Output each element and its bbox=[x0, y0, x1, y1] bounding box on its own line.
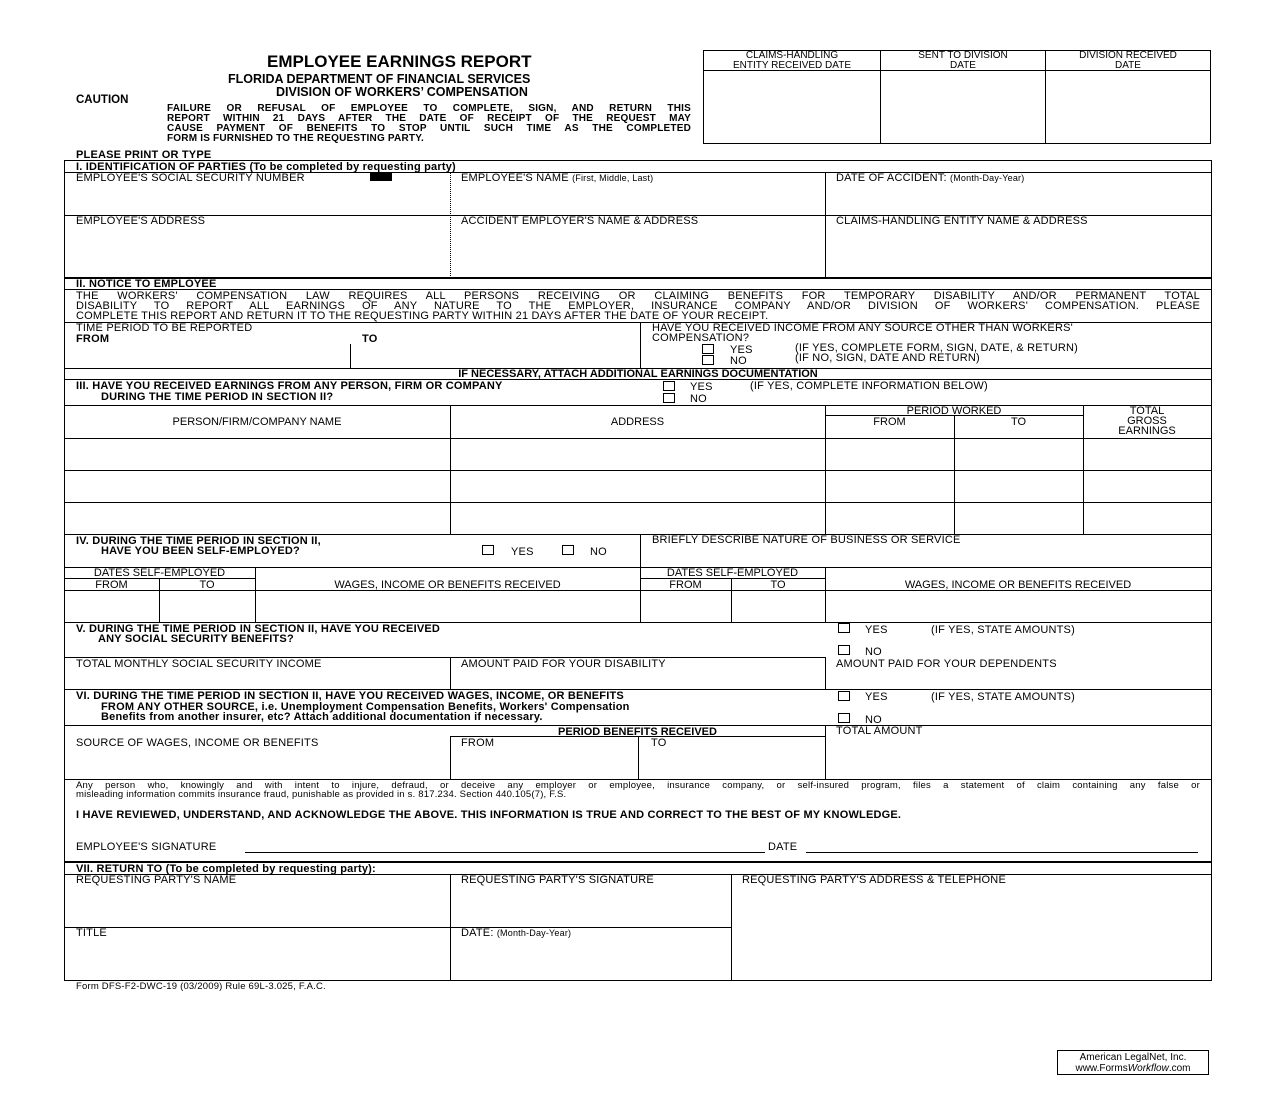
business-nature-label: BRIEFLY DESCRIBE NATURE OF BUSINESS OR SERVICE bbox=[652, 534, 961, 546]
section-4-question: HAVE YOU BEEN SELF-EMPLOYED? bbox=[101, 545, 300, 557]
requesting-name-field[interactable] bbox=[65, 887, 449, 926]
claims-entity-label: CLAIMS-HANDLING ENTITY NAME & ADDRESS bbox=[836, 215, 1088, 227]
total-amount-label: TOTAL AMOUNT bbox=[836, 725, 923, 737]
requesting-address-field[interactable] bbox=[733, 887, 1211, 979]
business-nature-field[interactable] bbox=[642, 547, 1211, 566]
publisher-name: American LegalNet, Inc. bbox=[1079, 1052, 1187, 1063]
no-label: NO bbox=[590, 546, 607, 558]
employee-name-label: EMPLOYEE'S NAME (First, Middle, Last) bbox=[461, 172, 654, 184]
requesting-date-field[interactable] bbox=[452, 940, 730, 979]
requesting-signature-label: REQUESTING PARTY'S SIGNATURE bbox=[461, 874, 654, 886]
claims-entity-field[interactable] bbox=[827, 228, 1211, 277]
col-header-name: PERSON/FIRM/COMPANY NAME bbox=[172, 416, 342, 428]
yes-instruction: (IF YES, STATE AMOUNTS) bbox=[931, 691, 1075, 703]
requesting-signature-field[interactable] bbox=[452, 887, 730, 926]
section-5-question: V. DURING THE TIME PERIOD IN SECTION II, HAVE YOU RECEIVED bbox=[76, 623, 441, 635]
section-6-question: FROM ANY OTHER SOURCE, i.e. Unemployment Compensation Benefits, Workers' Compensation bbox=[101, 701, 630, 713]
to-label: TO bbox=[770, 579, 786, 591]
publisher-url: www.FormsWorkflow.com bbox=[1075, 1063, 1191, 1074]
rule bbox=[825, 172, 826, 278]
wages-label: WAGES, INCOME OR BENEFITS RECEIVED bbox=[904, 579, 1132, 591]
col-header-to: TO bbox=[1010, 416, 1027, 428]
employer-field[interactable] bbox=[452, 228, 824, 277]
ssn-label: EMPLOYEE'S SOCIAL SECURITY NUMBER bbox=[76, 172, 305, 184]
period-to-field[interactable] bbox=[352, 345, 638, 367]
signature-date-line[interactable] bbox=[806, 852, 1198, 853]
rule bbox=[450, 172, 451, 278]
employee-address-label: EMPLOYEE'S ADDRESS bbox=[76, 215, 206, 227]
col-header-period: PERIOD WORKED bbox=[906, 405, 1002, 417]
caution-label: CAUTION bbox=[76, 94, 129, 106]
warning-line: FAILURE OR REFUSAL OF EMPLOYEE TO COMPLETE, SIGN, AND RETURN THIS bbox=[167, 103, 691, 114]
yes-label: YES bbox=[730, 344, 753, 356]
col-header-address: ADDRESS bbox=[610, 416, 665, 428]
warning-line: FORM IS FURNISHED TO THE REQUESTING PARTY. bbox=[167, 133, 424, 144]
ssn-redaction bbox=[370, 173, 392, 181]
accident-date-label: DATE OF ACCIDENT: (Month-Day-Year) bbox=[836, 172, 1025, 184]
dates-self-employed-label: DATES SELF-EMPLOYED bbox=[93, 567, 226, 579]
rule bbox=[640, 578, 825, 579]
other-benefits-yes-checkbox[interactable] bbox=[838, 691, 850, 701]
yes-label: YES bbox=[690, 381, 713, 393]
source-label: SOURCE OF WAGES, INCOME OR BENEFITS bbox=[76, 737, 319, 749]
dependents-amount-field[interactable] bbox=[827, 671, 1211, 688]
period-to-label: TO bbox=[362, 333, 378, 345]
other-income-question: HAVE YOU RECEIVED INCOME FROM ANY SOURCE OTHER THAN WORKERS' bbox=[652, 322, 1073, 334]
warning-line: REPORT WITHIN 21 DAYS AFTER THE DATE OF RECEIPT OF THE REQUEST MAY bbox=[167, 113, 691, 124]
col-header-from: FROM bbox=[873, 416, 906, 428]
rule bbox=[450, 736, 451, 779]
rule bbox=[350, 344, 351, 368]
no-instruction: (IF NO, SIGN, DATE AND RETURN) bbox=[795, 352, 980, 364]
other-income-yes-checkbox[interactable] bbox=[702, 344, 714, 354]
form-id: Form DFS-F2-DWC-19 (03/2009) Rule 69L-3.025, F.A.C. bbox=[76, 981, 326, 992]
notice-text: THE WORKERS' COMPENSATION LAW REQUIRES ALL PERSONS RECEIVING OR CLAIMING BENEFITS FOR TEMPORARY DISABILITY AND/OR PERMANENT TOTAL DISABILITY TO REPORT ALL EARNINGS OF ANY NATURE TO THE EMPLOYER, INSURANCE COMPANY AND/OR DIVISION OF WORKERS' COMPENSATION. PLEASE COMPLETE THIS REPORT AND RETURN IT TO THE REQUESTING PARTY WITHIN 21 DAYS AFTER THE DATE OF YOUR RECEIPT. bbox=[76, 290, 1200, 322]
disability-amount-label: AMOUNT PAID FOR YOUR DISABILITY bbox=[461, 658, 666, 670]
no-label: NO bbox=[690, 393, 707, 405]
from-label: FROM bbox=[669, 579, 702, 591]
benefits-to-field[interactable] bbox=[640, 750, 824, 778]
section-3-question: DURING THE TIME PERIOD IN SECTION II? bbox=[101, 391, 334, 403]
acknowledgement: I HAVE REVIEWED, UNDERSTAND, AND ACKNOWLEDGE THE ABOVE. THIS INFORMATION IS TRUE AND CORRECT TO THE BEST OF MY KNOWLEDGE. bbox=[76, 809, 902, 821]
rule bbox=[450, 657, 451, 689]
to-label: TO bbox=[199, 579, 215, 591]
employee-signature-line[interactable] bbox=[245, 852, 765, 853]
dependents-amount-label: AMOUNT PAID FOR YOUR DEPENDENTS bbox=[836, 658, 1057, 670]
employee-signature-label: EMPLOYEE'S SIGNATURE bbox=[76, 841, 217, 853]
rule bbox=[638, 736, 639, 779]
requesting-date-label: DATE: (Month-Day-Year) bbox=[461, 927, 572, 939]
yes-label: YES bbox=[511, 546, 534, 558]
period-from-field[interactable] bbox=[65, 345, 349, 367]
no-label: NO bbox=[865, 714, 882, 726]
department-name: FLORIDA DEPARTMENT OF FINANCIAL SERVICES bbox=[228, 72, 531, 86]
other-benefits-no-checkbox[interactable] bbox=[838, 713, 850, 723]
period-from-label: FROM bbox=[76, 333, 110, 345]
yes-instruction: (IF YES, COMPLETE FORM, SIGN, DATE, & RETURN) bbox=[795, 342, 1079, 354]
earnings-yes-checkbox[interactable] bbox=[663, 381, 675, 391]
attach-note: IF NECESSARY, ATTACH ADDITIONAL EARNINGS DOCUMENTATION bbox=[458, 368, 818, 380]
stamp-label: CLAIMS-HANDLING ENTITY RECEIVED DATE bbox=[733, 50, 851, 71]
section-4-question: IV. DURING THE TIME PERIOD IN SECTION II, bbox=[76, 535, 321, 547]
section-6-question: VI. DURING THE TIME PERIOD IN SECTION II, HAVE YOU RECEIVED WAGES, INCOME, OR BENEFITS bbox=[76, 690, 624, 702]
total-amount-field[interactable] bbox=[827, 738, 1211, 778]
other-income-no-checkbox[interactable] bbox=[702, 355, 714, 365]
stamp-label: SENT TO DIVISION DATE bbox=[918, 50, 1008, 71]
rule bbox=[64, 927, 732, 928]
section-3-question: III. HAVE YOU RECEIVED EARNINGS FROM ANY PERSON, FIRM OR COMPANY bbox=[76, 380, 503, 392]
from-label: FROM bbox=[95, 579, 128, 591]
yes-label: YES bbox=[865, 624, 888, 636]
other-income-question: COMPENSATION? bbox=[652, 332, 750, 344]
ss-yes-checkbox[interactable] bbox=[838, 623, 850, 633]
requesting-name-label: REQUESTING PARTY'S NAME bbox=[76, 874, 237, 886]
yes-instruction: (IF YES, COMPLETE INFORMATION BELOW) bbox=[750, 380, 988, 392]
to-label: TO bbox=[651, 737, 667, 749]
ssn-field[interactable] bbox=[65, 185, 449, 214]
fraud-statement: Any person who, knowingly and with intent to injure, defraud, or deceive any employer or employee, insurance company, or self-insured program, files a statement of claim containing any false or misleading information commits insurance fraud, punishable as provided in s. 817.234. Section 440.105(7), F.S. bbox=[76, 780, 1200, 800]
employee-name-field[interactable] bbox=[452, 185, 824, 214]
rule bbox=[825, 725, 826, 779]
section-7-heading: VII. RETURN TO (To be completed by requesting party): bbox=[76, 863, 376, 875]
table-row[interactable] bbox=[65, 471, 1211, 501]
rule bbox=[64, 277, 1212, 279]
table-row[interactable] bbox=[65, 439, 1211, 469]
from-label: FROM bbox=[461, 737, 495, 749]
period-benefits-label: PERIOD BENEFITS RECEIVED bbox=[558, 726, 717, 738]
self-employed-yes-checkbox[interactable] bbox=[482, 545, 494, 555]
title-label: TITLE bbox=[76, 927, 107, 939]
employee-address-field[interactable] bbox=[65, 228, 449, 277]
rule bbox=[825, 657, 826, 689]
form-title: EMPLOYEE EARNINGS REPORT bbox=[267, 52, 532, 71]
section-1-heading: I. IDENTIFICATION OF PARTIES (To be completed by requesting party) bbox=[76, 161, 456, 173]
table-row[interactable] bbox=[65, 503, 1211, 533]
print-or-type: PLEASE PRINT OR TYPE bbox=[76, 149, 212, 161]
no-label: NO bbox=[865, 646, 882, 658]
requesting-address-label: REQUESTING PARTY'S ADDRESS & TELEPHONE bbox=[742, 874, 1006, 886]
total-ss-label: TOTAL MONTHLY SOCIAL SECURITY INCOME bbox=[76, 658, 322, 670]
dates-self-employed-label: DATES SELF-EMPLOYED bbox=[666, 567, 799, 579]
total-ss-field[interactable] bbox=[65, 671, 449, 688]
section-5-question: ANY SOCIAL SECURITY BENEFITS? bbox=[98, 633, 294, 645]
no-label: NO bbox=[730, 355, 747, 367]
self-employed-entry-row[interactable] bbox=[65, 591, 1211, 621]
section-6-question: Benefits from another insurer, etc? Attach additional documentation if necessary. bbox=[101, 711, 543, 723]
section-2-heading: II. NOTICE TO EMPLOYEE bbox=[76, 278, 217, 290]
time-period-label: TIME PERIOD TO BE REPORTED bbox=[76, 322, 253, 334]
stamp-label: DIVISION RECEIVED DATE bbox=[1079, 50, 1177, 71]
yes-instruction: (IF YES, STATE AMOUNTS) bbox=[931, 624, 1075, 636]
division-name: DIVISION OF WORKERS’ COMPENSATION bbox=[276, 85, 528, 99]
wages-label: WAGES, INCOME OR BENEFITS RECEIVED bbox=[334, 579, 561, 591]
title-field[interactable] bbox=[65, 940, 449, 979]
earnings-no-checkbox[interactable] bbox=[663, 393, 675, 403]
yes-label: YES bbox=[865, 691, 888, 703]
publisher-badge bbox=[1057, 1050, 1209, 1075]
benefits-from-field[interactable] bbox=[452, 750, 637, 778]
accident-date-field[interactable] bbox=[827, 185, 1211, 214]
col-header-total: TOTAL GROSS EARNINGS bbox=[1118, 405, 1176, 437]
rule bbox=[640, 322, 641, 368]
warning-line: CAUSE PAYMENT OF BENEFITS TO STOP UNTIL SUCH TIME AS THE COMPLETED bbox=[167, 123, 691, 134]
source-field[interactable] bbox=[65, 750, 449, 778]
caution-warning bbox=[167, 104, 691, 144]
signature-date-label: DATE bbox=[768, 841, 798, 853]
ss-no-checkbox[interactable] bbox=[838, 645, 850, 655]
self-employed-no-checkbox[interactable] bbox=[562, 545, 574, 555]
disability-amount-field[interactable] bbox=[452, 671, 824, 688]
employer-label: ACCIDENT EMPLOYER'S NAME & ADDRESS bbox=[461, 215, 699, 227]
